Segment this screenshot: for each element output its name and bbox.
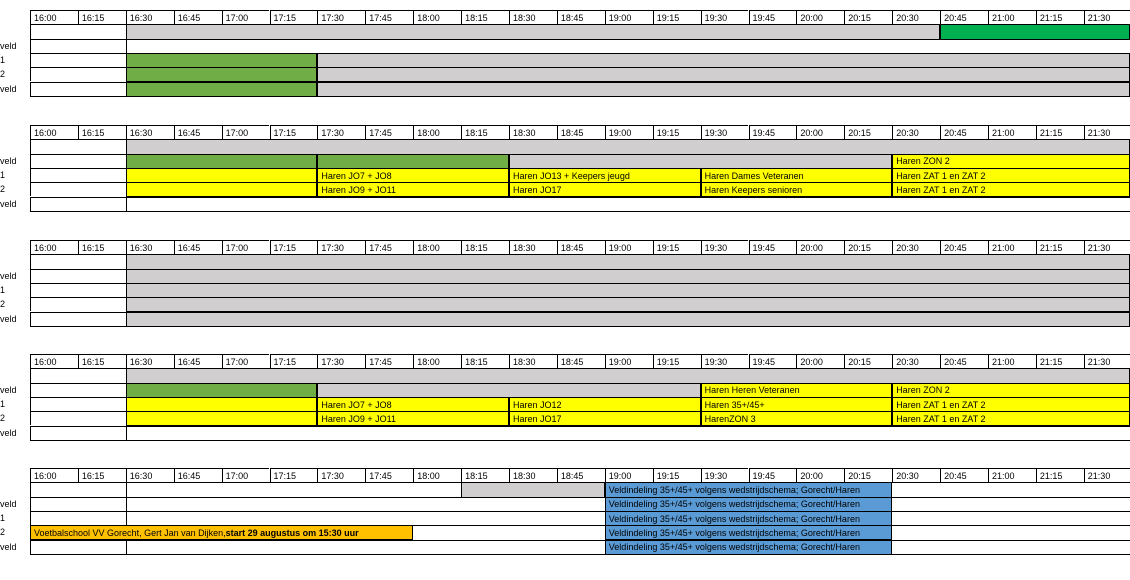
time-header-cell: 18:00 [413,240,461,254]
time-header-cell: 20:15 [844,354,892,368]
time-header-cell: 20:00 [796,10,844,24]
empty-cell [30,482,126,496]
row-label: 2 [0,413,6,424]
empty-cell [30,139,126,153]
time-header-cell: 20:30 [892,354,940,368]
time-header-cell: 17:45 [365,125,413,139]
bar-label: Veldindeling 35+/45+ volgens wedstrijdschema; Gorecht/Haren [608,527,860,538]
bar-label: Veldindeling 35+/45+ volgens wedstrijdschema; Gorecht/Haren [608,542,860,553]
time-header-cell: 20:15 [844,125,892,139]
field-row [0,540,1130,554]
schedule-bar-empty [126,53,318,68]
time-header-cell: 18:45 [557,125,605,139]
schedule-bar [605,540,892,555]
schedule-bar [701,397,893,412]
time-header-cell: 20:00 [796,125,844,139]
empty-cell [30,511,126,525]
schedule-bar [605,511,892,526]
time-header-cell: 18:30 [509,125,557,139]
schedule-bar [701,182,893,197]
time-header-cell: 16:15 [78,468,126,482]
time-header-cell: 21:15 [1036,354,1084,368]
schedule-bar-empty [126,154,318,169]
time-header-cell: 20:30 [892,10,940,24]
time-header-cell: 17:15 [270,10,318,24]
time-header-cell: 21:00 [988,125,1036,139]
time-header-cell: 20:15 [844,468,892,482]
bar-label: Haren ZON 2 [896,385,950,396]
time-header-cell: 18:00 [413,10,461,24]
schedule-bar-empty [317,53,1130,68]
bar-label: Haren ZAT 1 en ZAT 2 [896,413,986,424]
empty-cell [30,540,126,554]
empty-cell [30,24,126,38]
row-label: 2 [0,184,6,195]
time-header-cell: 20:45 [940,240,988,254]
bar-label: Voetbalschool VV Gorecht, Gert Jan van Dijken, [34,527,226,538]
time-header-cell: 17:45 [365,468,413,482]
schedule-bar [605,482,892,497]
schedule-block [0,354,1130,442]
time-header-cell: 18:00 [413,125,461,139]
time-header-cell: 19:30 [701,125,749,139]
time-header-cell: 16:00 [30,10,78,24]
time-header-cell: 19:15 [653,240,701,254]
schedule-bar-empty [126,383,318,398]
schedule-bar [892,411,1130,426]
empty-cell [30,82,126,96]
schedule-bar [509,411,701,426]
time-header-cell: 17:00 [222,354,270,368]
time-header-cell: 16:45 [174,10,222,24]
schedule-block [0,240,1130,328]
time-header-row [0,240,1130,254]
bar-label: Haren ZAT 1 en ZAT 2 [896,170,986,181]
time-header-cell: 18:45 [557,468,605,482]
empty-cell [30,53,126,67]
time-header-cell: 20:45 [940,10,988,24]
bar-label: Haren JO7 + JO8 [321,399,392,410]
schedule-bar-empty [317,154,509,169]
time-header-row [0,354,1130,368]
block-bottom-border [30,440,1130,441]
row-label: 2 [0,69,6,80]
bar-label: Haren Keepers senioren [704,184,803,195]
row-label [0,139,30,153]
time-header-cell: 19:15 [653,468,701,482]
block-bottom-border [30,96,1130,97]
time-header-cell: 19:30 [701,354,749,368]
time-header-cell: 19:15 [653,125,701,139]
time-header-cell: 20:15 [844,10,892,24]
row-label [0,254,30,268]
schedule-bar [701,411,893,426]
bar-label: Haren JO17 [513,413,562,424]
time-header-cell: 18:45 [557,240,605,254]
field-row [0,497,1130,511]
time-header-cell: 19:45 [749,10,797,24]
schedule-bar [30,525,413,540]
row-label: 2 [0,299,6,310]
time-header-cell: 16:45 [174,354,222,368]
time-header-cell: 18:00 [413,354,461,368]
time-header-cell: 21:00 [988,240,1036,254]
time-header-cell: 20:00 [796,354,844,368]
empty-cell [30,368,126,382]
bar-label: Haren ZAT 1 en ZAT 2 [896,184,986,195]
time-header-cell: 16:30 [126,468,174,482]
empty-cell [30,497,126,511]
time-header-cell: 18:15 [461,125,509,139]
schedule-block [0,125,1130,213]
schedule-bar [701,383,893,398]
schedule-bar [317,168,509,183]
empty-cell [30,383,126,397]
schedule-bar-empty [126,168,318,183]
schedule-bar [317,182,509,197]
time-header-cell: 19:00 [605,354,653,368]
time-header-cell: 19:30 [701,240,749,254]
bar-label: Haren JO9 + JO11 [321,184,397,195]
schedule-bar-empty [126,411,318,426]
row-label [0,240,30,254]
time-header-cell: 20:45 [940,354,988,368]
time-header-cell: 21:30 [1084,10,1130,24]
time-header-cell: 21:00 [988,10,1036,24]
row-label: 1 [0,285,6,296]
bar-label-bold: start 29 augustus om 15:30 uur [225,527,359,538]
row-label: veld [0,198,17,209]
schedule-bar-empty [317,67,1130,82]
schedule-bar [509,397,701,412]
time-header-cell: 19:45 [749,125,797,139]
time-header-cell: 16:45 [174,240,222,254]
time-header-cell: 17:00 [222,468,270,482]
field-row [0,511,1130,525]
time-header-cell: 21:30 [1084,468,1130,482]
time-header-cell: 19:45 [749,240,797,254]
bar-label: Veldindeling 35+/45+ volgens wedstrijdschema; Gorecht/Haren [608,484,860,495]
row-label [0,468,30,482]
time-header-cell: 16:30 [126,240,174,254]
schedule-bar [605,497,892,512]
time-header-cell: 18:30 [509,240,557,254]
time-header-cell: 16:30 [126,125,174,139]
time-header-cell: 17:00 [222,240,270,254]
time-header-cell: 17:45 [365,240,413,254]
schedule-bar-empty [461,482,605,497]
bar-label: Haren JO17 [513,184,562,195]
schedule-bar [605,525,892,540]
schedule-bar [317,397,509,412]
schedule-bar-empty [126,254,1130,269]
row-label: 1 [0,513,6,524]
time-header-cell: 18:45 [557,10,605,24]
schedule-bar-empty [126,283,1130,298]
schedule-bar-empty [126,67,318,82]
empty-cell [30,397,126,411]
time-header-cell: 21:30 [1084,354,1130,368]
time-header-cell: 18:30 [509,354,557,368]
time-header-cell: 16:00 [30,240,78,254]
schedule-bar-empty [126,24,940,39]
schedule-bar [892,397,1130,412]
time-header-cell: 17:30 [317,354,365,368]
time-header-cell: 20:15 [844,240,892,254]
time-header-cell: 17:30 [317,240,365,254]
block-bottom-border [30,326,1130,327]
time-header-cell: 20:45 [940,125,988,139]
time-header-cell: 17:15 [270,125,318,139]
empty-cell [30,411,126,425]
bar-label: Veldindeling 35+/45+ volgens wedstrijdschema; Gorecht/Haren [608,513,860,524]
time-header-cell: 17:30 [317,468,365,482]
schedule-bar-empty [317,383,700,398]
row-label: veld [0,83,17,94]
schedule-bar [509,182,701,197]
row-label [0,125,30,139]
schedule-bar-empty [126,397,318,412]
schedule-block [0,468,1130,556]
empty-cell [30,297,126,311]
time-header-cell: 19:00 [605,125,653,139]
time-header-cell: 17:45 [365,10,413,24]
row-label: veld [0,155,17,166]
schedule-bar-empty [509,154,892,169]
time-header-cell: 21:00 [988,468,1036,482]
block-bottom-border [30,554,1130,555]
bar-label: Haren ZON 2 [896,156,950,167]
time-header-cell: 20:30 [892,240,940,254]
time-header-cell: 16:00 [30,125,78,139]
time-header-cell: 16:00 [30,468,78,482]
time-header-cell: 18:15 [461,354,509,368]
time-header-cell: 17:30 [317,125,365,139]
time-header-cell: 16:45 [174,125,222,139]
row-label: veld [0,270,17,281]
empty-cell [30,39,126,53]
time-header-cell: 19:00 [605,10,653,24]
time-header-cell: 21:15 [1036,10,1084,24]
time-header-cell: 21:30 [1084,125,1130,139]
time-header-cell: 17:15 [270,240,318,254]
schedule-bar-empty [126,269,1130,284]
schedule-bar-empty [126,297,1130,312]
field-row [0,426,1130,440]
empty-cell [30,182,126,196]
block-bottom-border [30,211,1130,212]
schedule-bar [509,168,701,183]
time-header-cell: 19:15 [653,10,701,24]
empty-cell [30,312,126,326]
time-header-cell: 20:30 [892,468,940,482]
row-label [0,354,30,368]
time-header-cell: 21:15 [1036,125,1084,139]
time-header-row [0,125,1130,139]
time-header-cell: 18:15 [461,240,509,254]
row-label [0,368,30,382]
time-header-row [0,10,1130,24]
row-label [0,482,30,496]
time-header-cell: 16:00 [30,354,78,368]
time-header-cell: 20:00 [796,468,844,482]
time-header-cell: 17:00 [222,125,270,139]
schedule-block [0,10,1130,98]
time-header-cell: 17:15 [270,354,318,368]
row-label: veld [0,541,17,552]
row-label: veld [0,313,17,324]
schedule-bar-empty [126,182,318,197]
time-header-cell: 17:00 [222,10,270,24]
time-header-cell: 18:15 [461,10,509,24]
empty-cell [30,283,126,297]
schedule-bar-empty [126,139,1130,154]
empty-cell [126,426,1130,440]
empty-cell [30,254,126,268]
field-row [0,39,1130,53]
schedule-bar [892,154,1130,169]
time-header-cell: 18:30 [509,10,557,24]
time-header-cell: 19:15 [653,354,701,368]
row-label: 1 [0,55,6,66]
time-header-cell: 21:15 [1036,468,1084,482]
time-header-cell: 16:45 [174,468,222,482]
empty-cell [126,197,1130,211]
time-header-row [0,468,1130,482]
time-header-cell: 19:45 [749,354,797,368]
time-header-cell: 19:30 [701,10,749,24]
schedule-bar-empty [317,82,1130,97]
empty-cell [30,426,126,440]
time-header-cell: 16:30 [126,354,174,368]
time-header-cell: 21:15 [1036,240,1084,254]
time-header-cell: 21:30 [1084,240,1130,254]
time-header-cell: 19:00 [605,468,653,482]
bar-label: Haren ZAT 1 en ZAT 2 [896,399,986,410]
schedule-bar-empty [126,82,318,97]
row-label: veld [0,384,17,395]
row-label: 1 [0,399,6,410]
empty-cell [30,67,126,81]
bar-label: Haren JO9 + JO11 [321,413,397,424]
time-header-cell: 16:15 [78,10,126,24]
time-header-cell: 17:45 [365,354,413,368]
bar-label: Veldindeling 35+/45+ volgens wedstrijdschema; Gorecht/Haren [608,499,860,510]
time-header-cell: 16:15 [78,125,126,139]
bar-label: Haren Heren Veteranen [704,385,800,396]
time-header-cell: 18:30 [509,468,557,482]
time-header-cell: 19:30 [701,468,749,482]
row-label: 1 [0,170,6,181]
time-header-cell: 18:00 [413,468,461,482]
time-header-cell: 16:15 [78,240,126,254]
row-label: veld [0,427,17,438]
time-header-cell: 19:45 [749,468,797,482]
bar-label: HarenZON 3 [704,413,756,424]
time-header-cell: 16:30 [126,10,174,24]
schedule-bar-empty [940,24,1130,39]
schedule-bar [701,168,893,183]
time-header-cell: 19:00 [605,240,653,254]
time-header-cell: 21:00 [988,354,1036,368]
empty-cell [126,39,1130,53]
schedule-bar [892,182,1130,197]
empty-cell [30,154,126,168]
time-header-cell: 20:30 [892,125,940,139]
time-header-cell: 20:45 [940,468,988,482]
empty-cell [30,168,126,182]
time-header-cell: 18:45 [557,354,605,368]
field-row [0,197,1130,211]
row-label: veld [0,498,17,509]
bar-label: Haren JO12 [513,399,562,410]
schedule-bar-empty [126,368,1130,383]
empty-cell [30,197,126,211]
row-label: veld [0,40,17,51]
bar-label: Haren JO13 + Keepers jeugd [513,170,630,181]
row-label [0,24,30,38]
time-header-cell: 20:00 [796,240,844,254]
schedule-bar [892,168,1130,183]
time-header-cell: 16:15 [78,354,126,368]
time-header-cell: 17:15 [270,468,318,482]
schedule-bar [892,383,1130,398]
row-label [0,10,30,24]
empty-cell [30,269,126,283]
time-header-cell: 18:15 [461,468,509,482]
row-label: 2 [0,527,6,538]
bar-label: Haren 35+/45+ [704,399,765,410]
schedule-bar [317,411,509,426]
bar-label: Haren JO7 + JO8 [321,170,392,181]
schedule-bar-empty [126,312,1130,327]
time-header-cell: 17:30 [317,10,365,24]
bar-label: Haren Dames Veteranen [704,170,804,181]
